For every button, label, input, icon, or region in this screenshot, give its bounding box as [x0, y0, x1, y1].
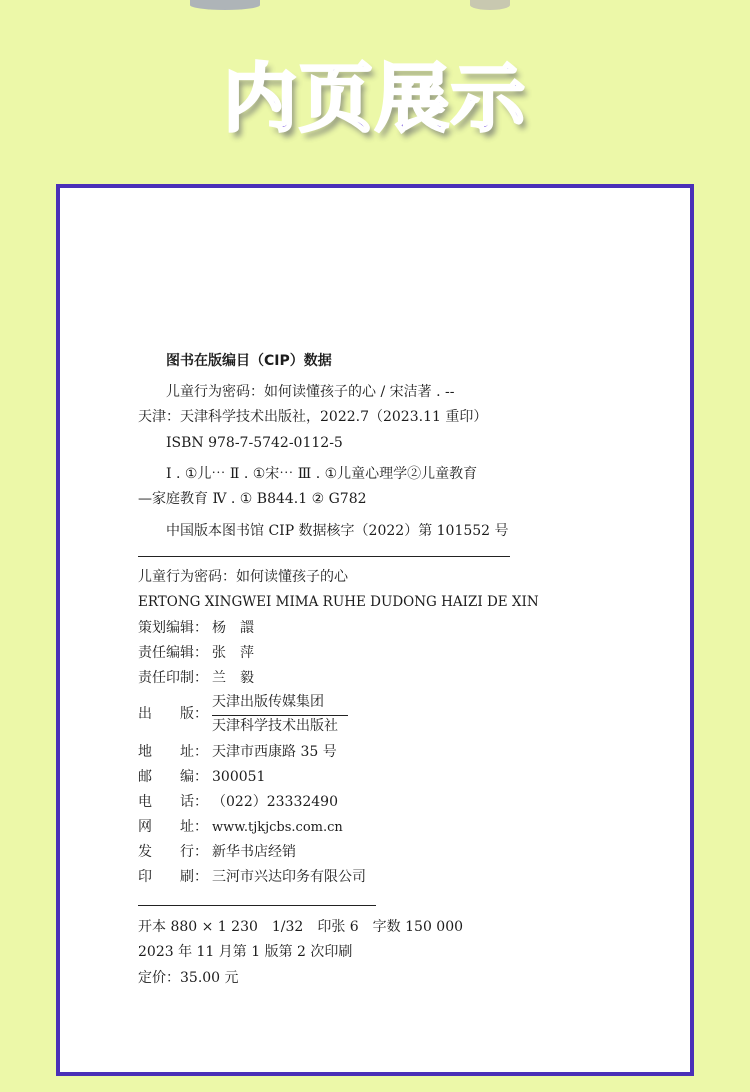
- info-distributor: [138, 845, 296, 859]
- info-postcode: [138, 770, 265, 784]
- info-label: 出 版：: [138, 706, 208, 722]
- info-value: 兰 毅: [212, 670, 254, 686]
- info-label: 电 话：: [138, 794, 208, 810]
- spec-price: 定价：35.00 元: [138, 970, 239, 986]
- cip-classification-1: Ⅰ . ①儿⋯ Ⅱ . ①宋⋯ Ⅲ . ①儿童心理学②儿童教育: [166, 466, 478, 482]
- info-value: 三河市兴达印务有限公司: [212, 869, 366, 885]
- publisher-divider: [212, 715, 348, 716]
- cip-number: 中国版本图书馆 CIP 数据核字（2022）第 101552 号: [166, 523, 509, 539]
- divider-bottom: [138, 905, 376, 906]
- info-label: 印 刷：: [138, 869, 208, 885]
- spec-format: 开本 880 × 1 230 1/32 印张 6 字数 150 000: [138, 919, 464, 935]
- info-value: 新华书店经销: [212, 844, 296, 860]
- publisher-name: 天津科学技术出版社: [212, 718, 338, 734]
- info-phone: [138, 795, 338, 809]
- book-title-pinyin: ERTONG XINGWEI MIMA RUHE DUDONG HAIZI DE XIN: [138, 594, 539, 610]
- info-value: 300051: [212, 769, 266, 785]
- cip-line-1: 儿童行为密码：如何读懂孩子的心 / 宋洁著 . --: [166, 384, 455, 400]
- info-address: [138, 745, 337, 759]
- info-publisher-label-row: [138, 707, 212, 721]
- info-value: 张 萍: [212, 645, 254, 661]
- book-page-frame: [56, 184, 694, 1076]
- top-decoration-right: [470, 0, 510, 10]
- banner-title: 内页展示: [223, 56, 527, 142]
- info-label: 策划编辑：: [138, 620, 208, 636]
- info-label: 地 址：: [138, 744, 208, 760]
- book-title-cn: 儿童行为密码：如何读懂孩子的心: [138, 569, 348, 585]
- cip-isbn: ISBN 978-7-5742-0112-5: [166, 435, 343, 451]
- info-value: www.tjkjcbs.com.cn: [212, 820, 343, 835]
- info-label: 责任编辑：: [138, 645, 208, 661]
- divider-top: [138, 556, 510, 557]
- info-value: 杨 譞: [212, 620, 254, 636]
- spec-edition: 2023 年 11 月第 1 版第 2 次印刷: [138, 944, 353, 960]
- info-label: 责任印制：: [138, 670, 208, 686]
- info-printer: [138, 870, 366, 884]
- cip-heading: 图书在版编目（CIP）数据: [166, 353, 332, 369]
- info-responsible-editor: [138, 646, 254, 660]
- cip-line-2: 天津：天津科学技术出版社，2022.7（2023.11 重印）: [138, 409, 488, 425]
- info-print-supervisor: [138, 671, 254, 685]
- info-website: [138, 820, 343, 834]
- info-value: （022）23332490: [212, 794, 338, 810]
- info-value: 天津市西康路 35 号: [212, 744, 337, 760]
- top-decoration-left: [190, 0, 260, 10]
- publisher-group: 天津出版传媒集团: [212, 694, 324, 710]
- cip-classification-2: —家庭教育 Ⅳ . ① B844.1 ② G782: [138, 491, 367, 507]
- info-planning-editor: [138, 621, 254, 635]
- info-label: 网 址：: [138, 819, 208, 835]
- info-label: 邮 编：: [138, 769, 208, 785]
- info-label: 发 行：: [138, 844, 208, 860]
